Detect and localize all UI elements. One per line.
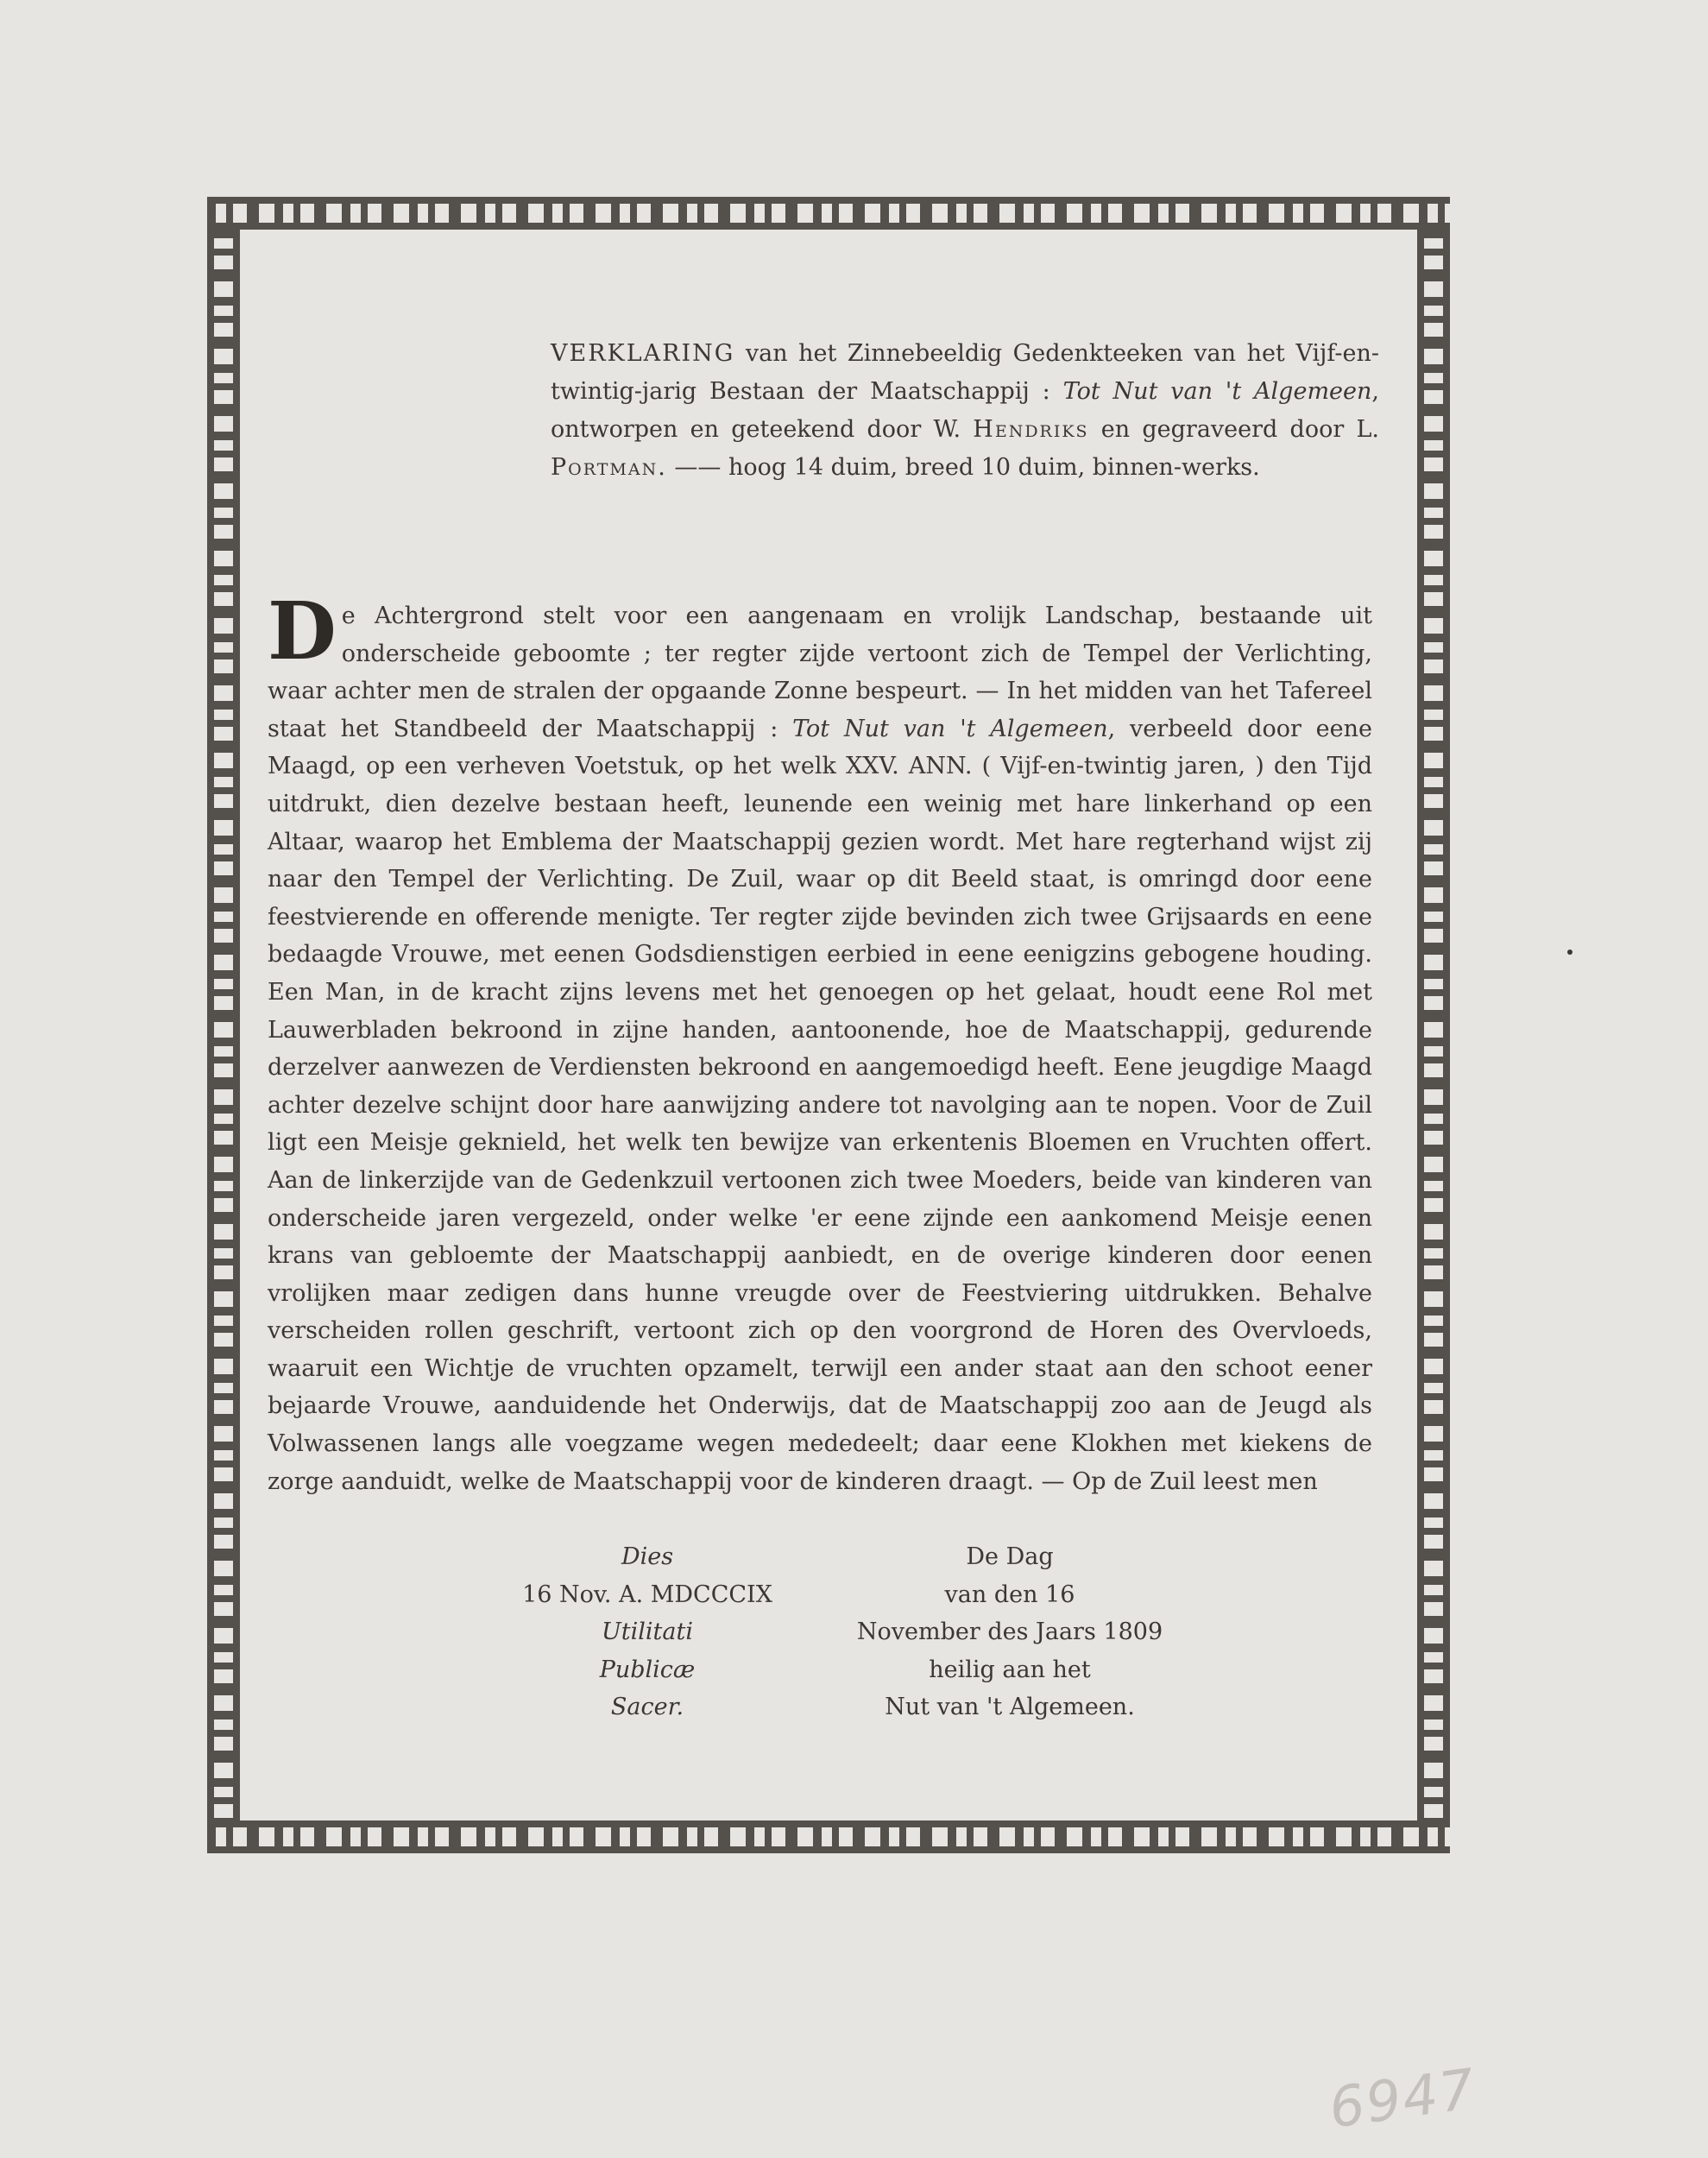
body-text-1: e Achtergrond stelt voor een aangenaam en vrolijk Landschap, bestaande uit onderscheide geboomte ; ter regter zijde vertoont zich de Tempel der Verlichting, waar achter men de stralen der opgaande Zonne bespeurt. — In het midden van het Tafereel staat het Standbeeld der Maatschappij : bbox=[268, 603, 1372, 742]
drop-cap: D bbox=[268, 584, 337, 678]
inscription-latin-line: Dies bbox=[621, 1543, 674, 1570]
inscription-latin-line: Sacer. bbox=[610, 1694, 684, 1721]
inscription-latin-column bbox=[483, 1538, 811, 1726]
inscription-dutch-line: van den 16 bbox=[944, 1581, 1075, 1608]
heading-text-4: —— hoog 14 duim, breed 10 duim, binnen-werks. bbox=[666, 454, 1260, 481]
inscription-latin-line: 16 Nov. A. MDCCCIX bbox=[522, 1581, 772, 1608]
ornamental-border-right bbox=[1417, 230, 1450, 1820]
heading-text-2: , ontworpen en geteekend door W. bbox=[551, 378, 1379, 443]
pencil-annotation: 6947 bbox=[1325, 2057, 1481, 2142]
body-text-2: , verbeeld door eene Maagd, op een verheven Voetstuk, op het welk XXV. ANN. ( Vijf-en-twintig jaren, ) den Tijd uitdrukt, dien dezelve bestaan heeft, leunende een weinig met hare linkerhand op een Altaar, waarop het Emblema der Maatschappij gezien wordt. Met hare regterhand wijst zij naar den Tempel der Verlichting. De Zuil, waar op dit Beeld staat, is omringd door eene feestvierende en offerende menigte. Ter regter zijde bevinden zich twee Grijsaards en eene bedaagde Vrouwe, met eenen Godsdienstigen eerbied in eene eenigzins gebogene houding. Een Man, in de kracht zijns levens met het genoegen op het gelaat, houdt eene Rol met Lauwerbladen bekroond in zijne handen, aantoonende, hoe de Maatschappij, gedurende derzelver aanwezen de Verdiensten bekroond en aangemoedigd heeft. Eene jeugdige Maagd achter dezelve schijnt door hare aanwijzing andere tot navolging aan te nopen. Voor de Zuil ligt een Meisje geknield, het welk ten bewijze van erkentenis Bloemen en Vruchten offert. Aan de linkerzijde van de Gedenkzuil vertoonen zich twee Moeders, beide van kinderen van onderscheide jaren vergezeld, onder welke 'er eene zijnde een aankomend Meisje eenen krans van gebloemte der Maatschappij aanbiedt, en de overige kinderen door eenen vrolijken maar zedigen dans hunne vreugde over de Feestviering uitdrukken. Behalve verscheiden rollen geschrift, vertoont zich op den voorgrond de Horen des Overvloeds, waaruit een Wichtje de vruchten opzamelt, terwijl een ander staat aan den schoot eener bejaarde Vrouwe, aanduidende het Onderwijs, dat de Maatschappij zoo aan de Jeugd als Volwassenen langs alle voegzame wegen mededeelt; daar eene Klokhen met kiekens de zorge aanduidt, welke de Maatschappij voor de kinderen draagt. — Op de Zuil leest men bbox=[268, 715, 1373, 1495]
inscription-dutch-line: heilig aan het bbox=[929, 1656, 1091, 1683]
ornamental-border-bottom bbox=[207, 1820, 1450, 1853]
heading-text-1: van het Zinnebeeldig Gedenkteeken van het Vijf-en-twintig-jarig Bestaan der Maatschappij : bbox=[551, 340, 1379, 405]
inscription-dutch-line: De Dag bbox=[966, 1543, 1054, 1570]
heading-engraver: Portman. bbox=[551, 454, 667, 481]
inscription-dutch-line: Nut van 't Algemeen. bbox=[885, 1694, 1135, 1721]
body-society-title: Tot Nut van 't Algemeen bbox=[792, 715, 1108, 742]
inscription-latin-line: Utilitati bbox=[602, 1618, 693, 1646]
heading-text-3: en gegraveerd door L. bbox=[1088, 416, 1379, 443]
heading-designer: Hendriks bbox=[973, 416, 1089, 443]
ink-speck bbox=[1567, 950, 1572, 955]
heading-paragraph bbox=[551, 335, 1379, 487]
inscription-block bbox=[483, 1538, 1191, 1728]
body-paragraph bbox=[268, 584, 1373, 1500]
inscription-latin-line: Publicæ bbox=[599, 1656, 696, 1683]
ornamental-border-top bbox=[207, 197, 1450, 230]
heading-society-title: Tot Nut van 't Algemeen bbox=[1062, 378, 1372, 405]
heading-lead: VERKLARING bbox=[551, 340, 735, 367]
inscription-dutch-line: November des Jaars 1809 bbox=[856, 1618, 1163, 1646]
ornamental-border-left bbox=[207, 230, 240, 1820]
inscription-dutch-column bbox=[846, 1538, 1174, 1726]
